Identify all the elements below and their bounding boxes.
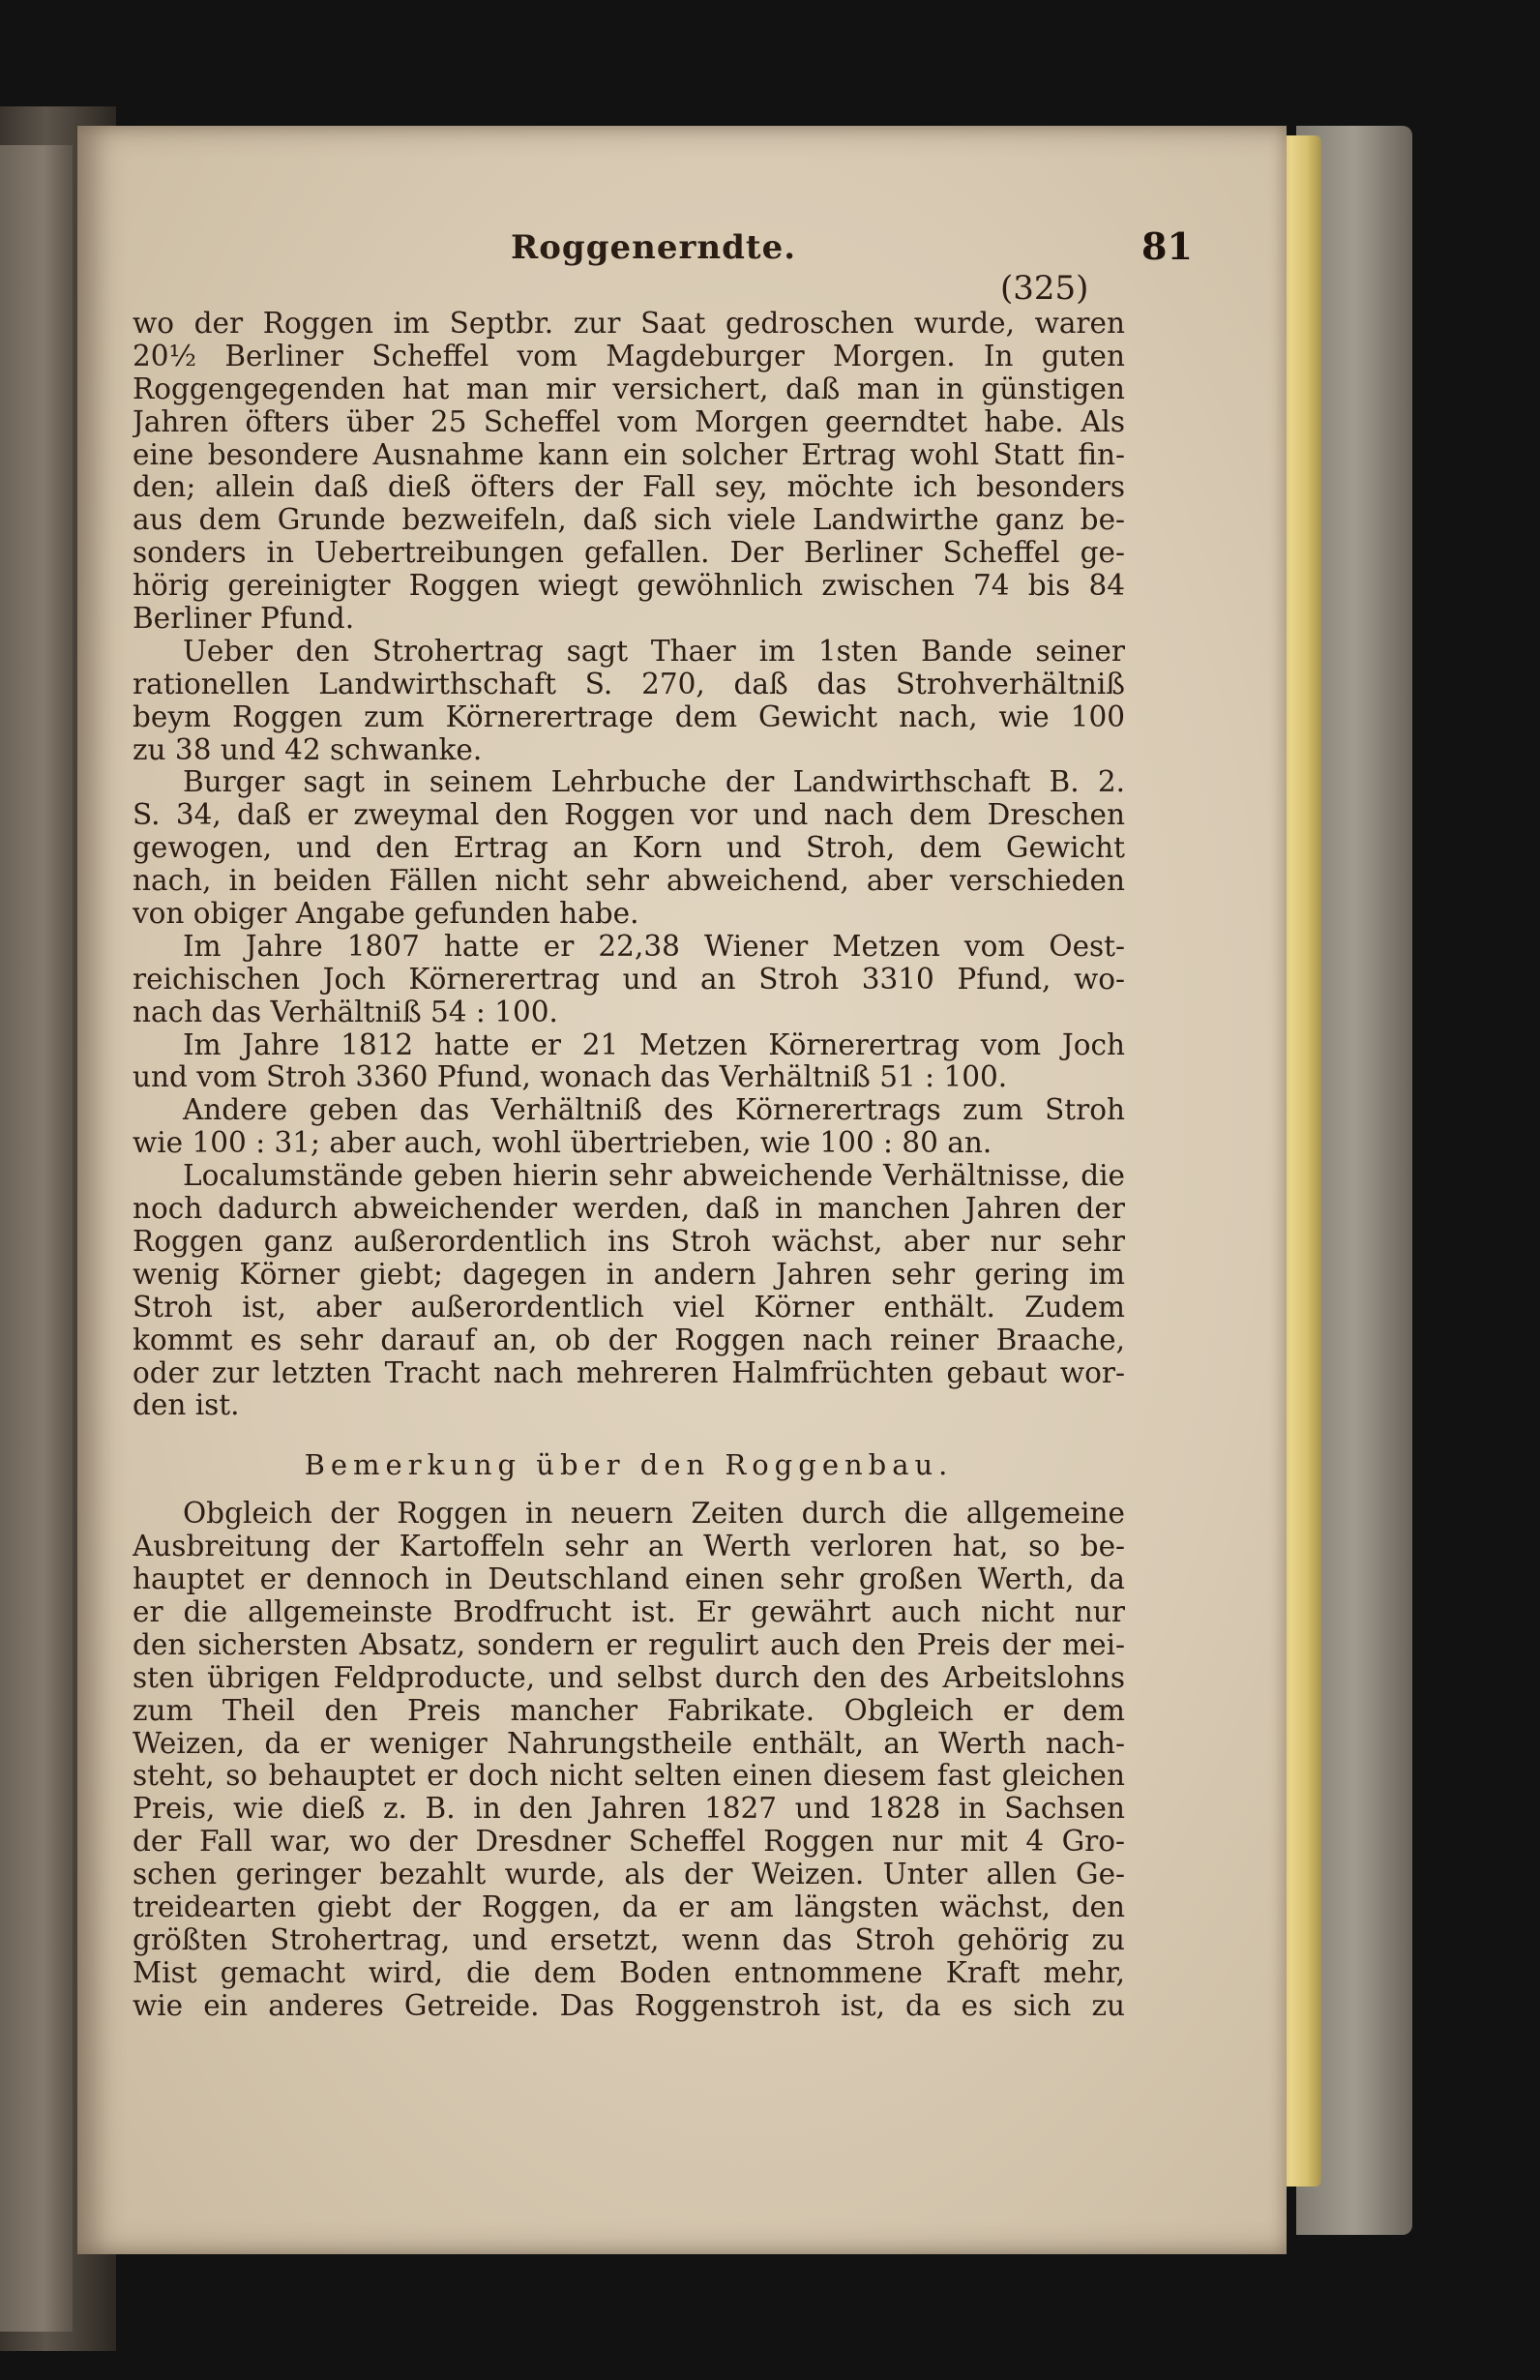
text-line: reichischen Joch Körnerertrag und an Stroh 3310 Pfund, wo- xyxy=(133,963,1125,996)
text-line: zu 38 und 42 schwanke. xyxy=(133,733,483,766)
text-line: zum Theil den Preis mancher Fabrikate. Obgleich er dem xyxy=(133,1694,1125,1727)
text-line: der Fall war, wo der Dresdner Scheffel Roggen nur mit 4 Gro- xyxy=(133,1826,1125,1859)
text-line: treidearten giebt der Roggen, da er am längsten wächst, den xyxy=(133,1890,1125,1923)
text-line: von obiger Angabe gefunden habe. xyxy=(133,898,639,931)
text-line: größten Strohertrag, und ersetzt, wenn das Stroh gehörig zu xyxy=(133,1923,1125,1956)
text-line: hauptet er dennoch in Deutschland einen sehr großen Werth, da xyxy=(133,1563,1125,1596)
text-line: Localumstände geben hierin sehr abweichende Verhältnisse, die xyxy=(183,1160,1125,1193)
text-line: den ist. xyxy=(133,1389,240,1422)
text-line: wo der Roggen im Septbr. zur Saat gedroschen wurde, waren xyxy=(133,308,1125,340)
text-line: nach, in beiden Fällen nicht sehr abweichend, aber verschieden xyxy=(133,865,1125,898)
running-head: Roggenerndte. xyxy=(511,228,797,267)
text-line: Obgleich der Roggen in neuern Zeiten durch die allgemeine xyxy=(183,1498,1125,1531)
page-number: 81 xyxy=(1141,224,1193,268)
text-line: Mist gemacht wird, die dem Boden entnommene Kraft mehr, xyxy=(133,1956,1125,1989)
text-line: Roggengegenden hat man mir versichert, daß man in günstigen xyxy=(133,372,1125,405)
text-line: wie 100 : 31; aber auch, wohl übertrieben, wie 100 : 80 an. xyxy=(133,1127,992,1160)
text-line: kommt es sehr darauf an, ob der Roggen nach reiner Braache, xyxy=(133,1324,1125,1356)
text-line: Ueber den Strohertrag sagt Thaer im 1sten Bande seiner xyxy=(183,635,1125,668)
text-line: er die allgemeinste Brodfrucht ist. Er gewährt auch nicht nur xyxy=(133,1595,1125,1628)
text-line: Weizen, da er weniger Nahrungstheile enthält, an Werth nach- xyxy=(133,1727,1125,1760)
text-line: und vom Stroh 3360 Pfund, wonach das Verhältniß 51 : 100. xyxy=(133,1061,1008,1094)
text-line: sten übrigen Feldproducte, und selbst durch den des Arbeitslohns xyxy=(133,1661,1125,1694)
body-text xyxy=(133,308,1125,2023)
text-line: nach das Verhältniß 54 : 100. xyxy=(133,996,558,1028)
text-line: rationellen Landwirthschaft S. 270, daß das Strohverhältniß xyxy=(133,668,1125,700)
text-line: beym Roggen zum Körnerertrage dem Gewicht nach, wie 100 xyxy=(133,700,1125,733)
text-line: wenig Körner giebt; dagegen in andern Jahren sehr gering im xyxy=(133,1258,1125,1291)
text-line: Andere geben das Verhältniß des Körnerertrags zum Stroh xyxy=(183,1094,1125,1127)
text-line: wie ein anderes Getreide. Das Roggenstroh ist, da es sich zu xyxy=(133,1989,1125,2022)
text-line: Im Jahre 1807 hatte er 22,38 Wiener Metzen vom Oest- xyxy=(183,930,1125,963)
text-line: 20½ Berliner Scheffel vom Magdeburger Morgen. In guten xyxy=(133,340,1125,372)
facing-page-edge xyxy=(0,145,73,2332)
text-line: Stroh ist, aber außerordentlich viel Körner enthält. Zudem xyxy=(133,1291,1125,1324)
text-line: noch dadurch abweichender werden, daß in manchen Jahren der xyxy=(133,1193,1125,1226)
text-line: aus dem Grunde bezweifeln, daß sich viele Landwirthe ganz be- xyxy=(133,504,1125,537)
text-line: den sichersten Absatz, sondern er regulirt auch den Preis der mei- xyxy=(133,1628,1125,1661)
text-line: eine besondere Ausnahme kann ein solcher Ertrag wohl Statt fin- xyxy=(133,438,1125,471)
text-line: gewogen, und den Ertrag an Korn und Stroh, dem Gewicht xyxy=(133,832,1125,865)
section-number: (325) xyxy=(1000,269,1089,308)
text-line: Preis, wie dieß z. B. in den Jahren 1827 und 1828 in Sachsen xyxy=(133,1793,1125,1826)
text-line: Im Jahre 1812 hatte er 21 Metzen Körnerertrag vom Joch xyxy=(183,1028,1125,1061)
text-line: den; allein daß dieß öfters der Fall sey, möchte ich besonders xyxy=(133,471,1125,504)
text-line: schen geringer bezahlt wurde, als der Weizen. Unter allen Ge- xyxy=(133,1859,1125,1891)
text-line: steht, so behauptet er doch nicht selten einen diesem fast gleichen xyxy=(133,1760,1125,1793)
text-line: Berliner Pfund. xyxy=(133,603,355,636)
text-line: hörig gereinigter Roggen wiegt gewöhnlich zwischen 74 bis 84 xyxy=(133,570,1125,603)
text-line: sonders in Uebertreibungen gefallen. Der Berliner Scheffel ge- xyxy=(133,537,1125,570)
text-line: Jahren öfters über 25 Scheffel vom Morgen geerndtet habe. Als xyxy=(133,405,1125,438)
text-line: S. 34, daß er zweymal den Roggen vor und nach dem Dreschen xyxy=(133,799,1125,832)
text-line: oder zur letzten Tracht nach mehreren Halmfrüchten gebaut wor- xyxy=(133,1356,1125,1389)
section-heading: Bemerkung über den Roggenbau. xyxy=(304,1448,954,1482)
text-line: Ausbreitung der Kartoffeln sehr an Werth verloren hat, so be- xyxy=(133,1531,1125,1563)
text-line: Burger sagt in seinem Lehrbuche der Landwirthschaft B. 2. xyxy=(183,766,1125,799)
text-line: Roggen ganz außerordentlich ins Stroh wächst, aber nur sehr xyxy=(133,1225,1125,1258)
